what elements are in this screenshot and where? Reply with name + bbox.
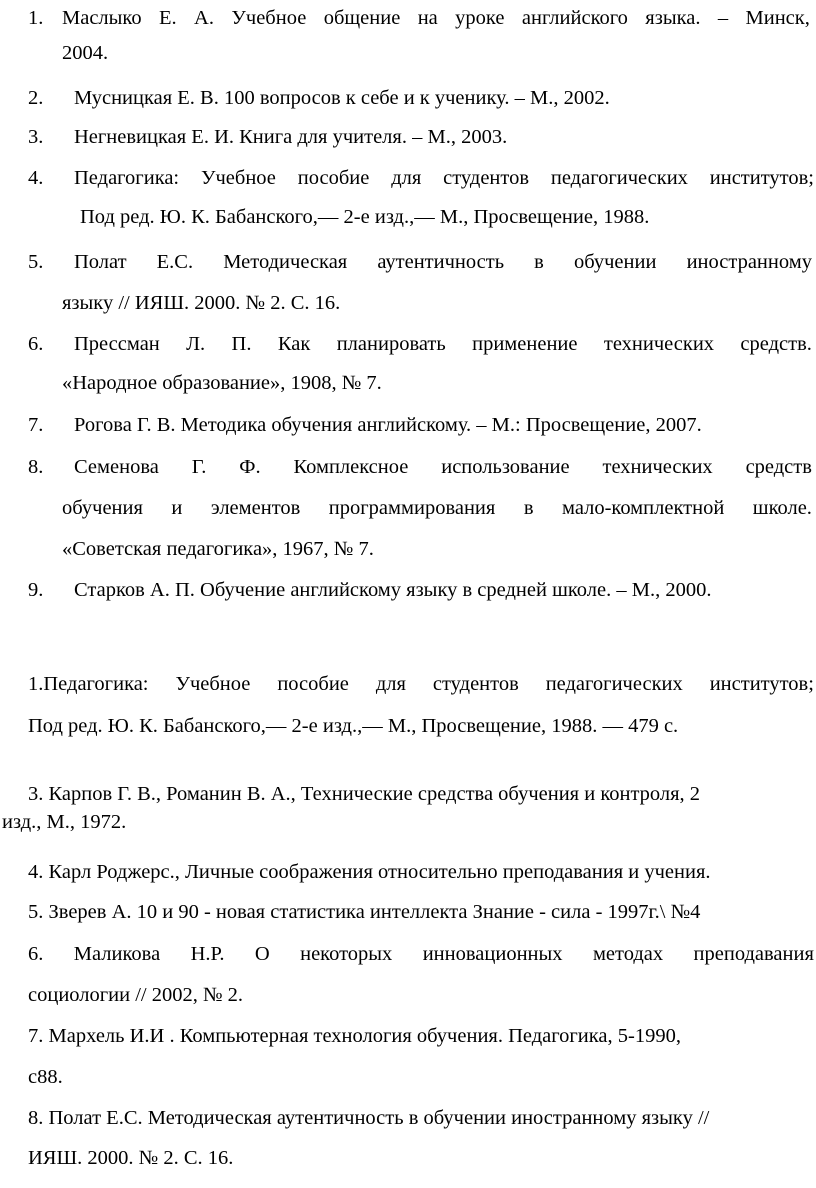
- word: аутентичность: [377, 251, 505, 273]
- word: А.: [194, 7, 214, 29]
- word: средств.: [740, 333, 812, 355]
- list2-item-7-line-1: 7. Мархель И.И . Компьютерная технология обучения. Педагогика, 5-1990,: [28, 1025, 681, 1047]
- list1-item-number: 2.: [28, 87, 44, 109]
- word: пособие: [277, 673, 349, 695]
- word: языка.: [645, 7, 701, 29]
- word: некоторых: [300, 943, 393, 965]
- list1-item-6-line-2: «Народное образование», 1908, № 7.: [62, 372, 382, 394]
- list1-item-9-line-1: Старков А. П. Обучение английскому языку в средней школе. – М., 2000.: [74, 579, 712, 601]
- word: мало-комплектной: [561, 497, 725, 519]
- list1-item-8-line-3: «Советская педагогика», 1967, № 7.: [62, 538, 374, 560]
- list2-item-7-line-2: с88.: [28, 1066, 63, 1088]
- word: Прессман: [74, 333, 160, 355]
- list1-item-4-line-1: [74, 166, 814, 190]
- word: О: [254, 943, 270, 965]
- list2-item-6-line-2: социологии // 2002, № 2.: [28, 984, 244, 1006]
- word: Учебное: [175, 673, 251, 695]
- word: Учебное: [200, 167, 276, 189]
- word: институтов;: [709, 167, 814, 189]
- word: элементов: [210, 497, 301, 519]
- list2-item-5-line-1: 5. Зверев А. 10 и 90 - новая статистика интеллекта Знание - сила - 1997г.\ №4: [28, 901, 701, 923]
- word: обучения: [62, 497, 143, 519]
- word: пособие: [297, 167, 370, 189]
- word: студентов: [443, 167, 530, 189]
- word: общение: [323, 7, 401, 29]
- word: Ф.: [239, 456, 261, 478]
- list1-item-6-line-1: [74, 332, 812, 356]
- list1-item-number: 1.: [28, 7, 44, 29]
- word: педагогических: [545, 673, 683, 695]
- list1-item-7-line-1: Рогова Г. В. Методика обучения английскому. – М.: Просвещение, 2007.: [74, 414, 702, 436]
- list2-item-4-line-1: 4. Карл Роджерс., Личные соображения относительно преподавания и учения.: [28, 861, 711, 883]
- word: Е.: [159, 7, 177, 29]
- word: Минск,: [745, 7, 810, 29]
- word: на: [417, 7, 438, 29]
- word: средств: [745, 456, 812, 478]
- word: Комплексное: [293, 456, 409, 478]
- word: английского: [521, 7, 628, 29]
- list2-item-8-line-2: ИЯШ. 2000. № 2. С. 16.: [28, 1147, 234, 1169]
- list2-item-1-line-1: [28, 672, 814, 696]
- list1-item-8-line-2: [62, 496, 812, 520]
- word: 6.: [28, 943, 44, 965]
- list1-item-number: 4.: [28, 167, 44, 189]
- list1-item-5-line-1: [74, 250, 812, 274]
- list2-item-3-line-1: 3. Карпов Г. В., Романин В. А., Технические средства обучения и контроля, 2: [28, 783, 701, 805]
- word: Н.Р.: [190, 943, 225, 965]
- word: П.: [231, 333, 252, 355]
- list2-item-3-line-2: изд., М., 1972.: [2, 811, 127, 833]
- list1-item-number: 8.: [28, 456, 44, 478]
- word: Полат: [74, 251, 127, 273]
- word: иностранному: [686, 251, 812, 273]
- word: в: [523, 497, 534, 519]
- list2-item-8-line-1: 8. Полат Е.С. Методическая аутентичность в обучении иностранному языку //: [28, 1107, 710, 1129]
- word: для: [375, 673, 406, 695]
- word: Семенова: [74, 456, 159, 478]
- list1-item-3-line-1: Негневицкая Е. И. Книга для учителя. – М., 2003.: [74, 126, 508, 148]
- word: Е.С.: [156, 251, 194, 273]
- word: Как: [277, 333, 311, 355]
- word: –: [717, 7, 729, 29]
- word: использование: [441, 456, 570, 478]
- word: преподавания: [693, 943, 814, 965]
- list1-item-2-line-1: Мусницкая Е. В. 100 вопросов к себе и к ученику. – М., 2002.: [74, 87, 610, 109]
- word: планировать: [336, 333, 446, 355]
- list1-item-1-line-2: 2004.: [62, 42, 109, 64]
- word: технических: [602, 456, 713, 478]
- word: Учебное: [231, 7, 307, 29]
- list2-item-6-line-1: [28, 942, 814, 966]
- word: технических: [603, 333, 715, 355]
- word: Маликова: [73, 943, 161, 965]
- list1-item-8-line-1: [74, 455, 812, 479]
- word: Методическая: [223, 251, 348, 273]
- word: Маслыко: [62, 7, 142, 29]
- list1-item-number: 3.: [28, 126, 44, 148]
- list1-item-5-line-2: языку // ИЯШ. 2000. № 2. С. 16.: [62, 292, 341, 314]
- word: институтов;: [709, 673, 814, 695]
- list1-item-number: 6.: [28, 333, 44, 355]
- word: студентов: [432, 673, 519, 695]
- list1-item-number: 7.: [28, 414, 44, 436]
- word: школе.: [752, 497, 812, 519]
- word: обучении: [573, 251, 657, 273]
- word: Л.: [186, 333, 206, 355]
- word: педагогических: [550, 167, 688, 189]
- word: инновационных: [422, 943, 563, 965]
- word: и: [171, 497, 183, 519]
- list1-item-1-line-1: [62, 6, 810, 30]
- list1-item-4-line-2: Под ред. Ю. К. Бабанского,— 2-е изд.,— М., Просвещение, 1988.: [80, 206, 650, 228]
- word: Педагогика:: [74, 167, 180, 189]
- word: для: [391, 167, 422, 189]
- word: Г.: [191, 456, 207, 478]
- word: уроке: [455, 7, 505, 29]
- list1-item-number: 9.: [28, 579, 44, 601]
- word: в: [534, 251, 544, 273]
- word: применение: [472, 333, 578, 355]
- word: методах: [592, 943, 664, 965]
- word: программирования: [328, 497, 496, 519]
- list1-item-number: 5.: [28, 251, 44, 273]
- list2-item-1-line-2: Под ред. Ю. К. Бабанского,— 2-е изд.,— М., Просвещение, 1988. — 479 с.: [28, 715, 679, 737]
- word: 1.Педагогика:: [28, 673, 149, 695]
